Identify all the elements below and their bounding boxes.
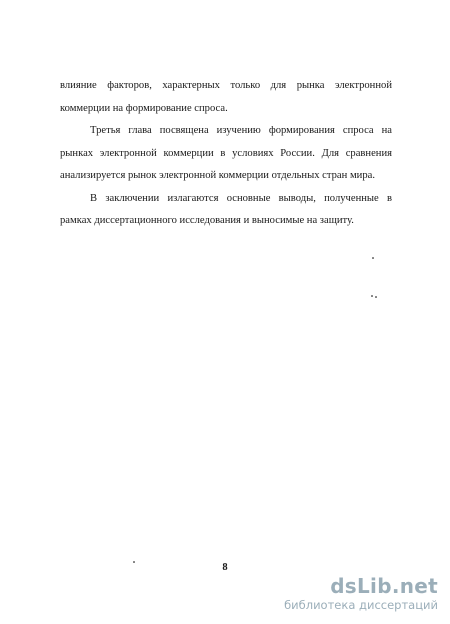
watermark-logo: dsLib.net <box>330 574 438 598</box>
page-number: 8 <box>222 562 228 573</box>
paragraph-2: Третья глава посвящена изучению формирования спроса на рынках электронной коммерции в условиях России. Для сравнения анализируется рынок электронной коммерции отдельных стран мира. <box>60 125 392 181</box>
scan-speck <box>371 295 373 297</box>
watermark <box>284 575 438 612</box>
paragraph-1: влияние факторов, характерных только для рынка электронной коммерции на формирование спроса. <box>60 80 392 114</box>
watermark-subtitle: библиотека диссертаций <box>284 598 438 612</box>
document-body <box>60 75 392 233</box>
scan-speck <box>372 257 374 259</box>
paragraph-3: В заключении излагаются основные выводы, полученные в рамках диссертационного исследования и выносимые на защиту. <box>60 192 392 226</box>
scan-speck <box>375 296 377 298</box>
